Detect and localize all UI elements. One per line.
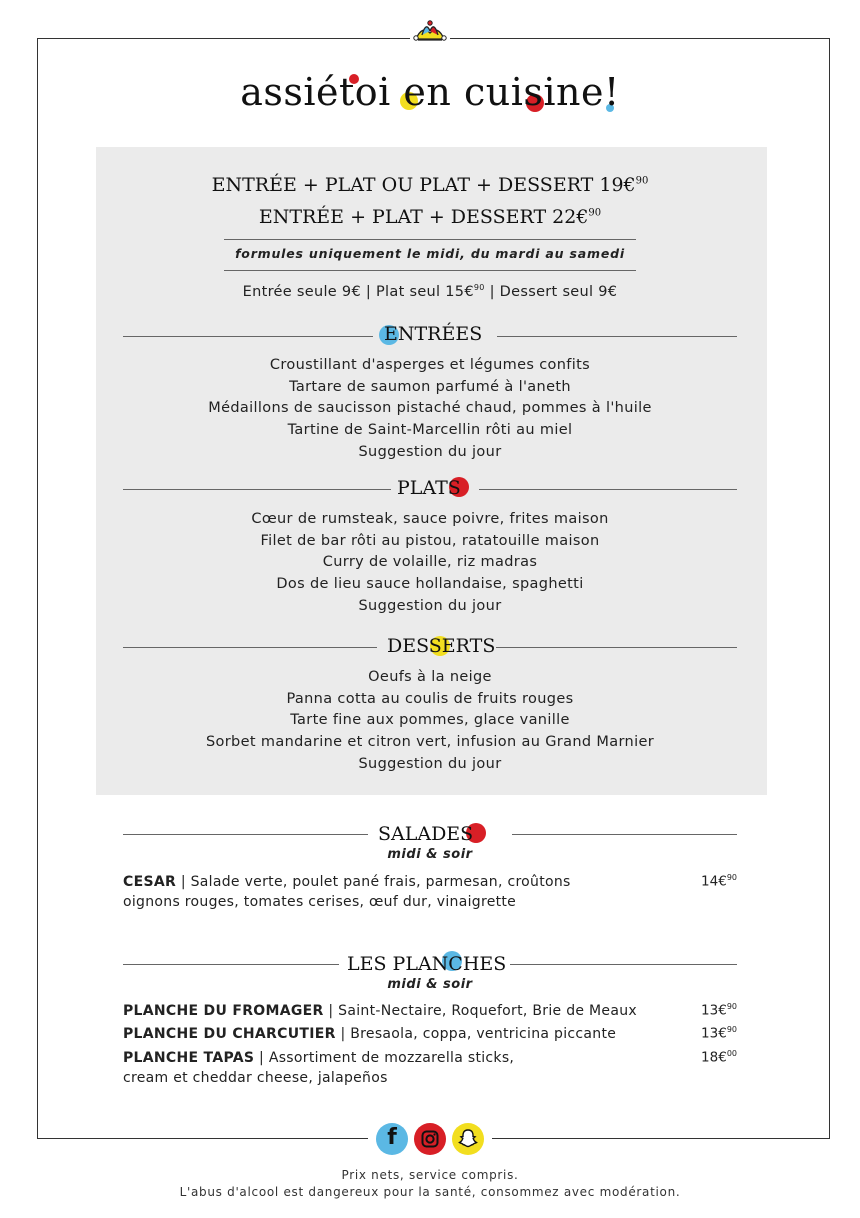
section-subtitle: midi & soir bbox=[387, 977, 473, 992]
jester-hat-icon bbox=[410, 17, 450, 43]
list-item: Curry de volaille, riz madras bbox=[322, 554, 538, 571]
footer-prices-note: Prix nets, service compris. bbox=[341, 1168, 519, 1182]
section-title-salades: SALADES bbox=[378, 823, 474, 845]
list-item: Panna cotta au coulis de fruits rouges bbox=[286, 690, 574, 707]
list-item: Oeufs à la neige bbox=[368, 669, 492, 685]
section-title-plats: PLATS bbox=[397, 477, 461, 499]
list-item: Cœur de rumsteak, sauce poivre, frites maison bbox=[251, 511, 609, 527]
price: 14€$^{90}$ bbox=[701, 873, 737, 890]
divider bbox=[123, 647, 377, 648]
divider bbox=[224, 239, 636, 240]
divider bbox=[512, 834, 737, 835]
menu-item-cesar: CESAR | Salade verte, poulet pané frais, parmesan, croûtons oignons rouges, tomates cerises, œuf dur, vinaigrette bbox=[123, 874, 571, 910]
divider bbox=[123, 489, 391, 490]
desserts-list bbox=[0, 667, 860, 776]
logo-text: assiétoi en cuisine! bbox=[240, 70, 620, 114]
list-item: Tartare de saumon parfumé à l'aneth bbox=[289, 378, 571, 395]
list-item: Sorbet mandarine et citron vert, infusion au Grand Marnier bbox=[205, 734, 655, 751]
list-item: Suggestion du jour bbox=[358, 597, 502, 614]
divider bbox=[510, 964, 737, 965]
divider bbox=[497, 336, 737, 337]
divider bbox=[123, 964, 339, 965]
restaurant-logo bbox=[0, 70, 860, 126]
formule-line-2: ENTRÉE + PLAT + DESSERT 22€$^{90}$ bbox=[258, 206, 602, 228]
list-item: Tarte fine aux pommes, glace vanille bbox=[290, 712, 570, 729]
section-title-entrees: ENTRÉES bbox=[384, 323, 483, 345]
formules-note: formules uniquement le midi, du mardi au samedi bbox=[235, 246, 625, 261]
list-item: Croustillant d'asperges et légumes confits bbox=[269, 357, 591, 373]
list-item: Médaillons de saucisson pistaché chaud, pommes à l'huile bbox=[208, 400, 652, 417]
divider bbox=[123, 336, 373, 337]
list-item: Filet de bar rôti au pistou, ratatouille maison bbox=[260, 532, 600, 549]
menu-item-planche-fromager: PLANCHE DU FROMAGER | Saint-Nectaire, Roquefort, Brie de Meaux bbox=[123, 1003, 637, 1019]
section-subtitle: midi & soir bbox=[387, 847, 473, 862]
price: 13€$^{90}$ bbox=[701, 1025, 737, 1042]
price: 13€$^{90}$ bbox=[701, 1002, 737, 1019]
plats-list bbox=[0, 509, 860, 618]
list-item: Dos de lieu sauce hollandaise, spaghetti bbox=[276, 576, 584, 593]
divider bbox=[496, 647, 737, 648]
section-title-planches: LES PLANCHES bbox=[347, 953, 507, 975]
instagram-icon[interactable] bbox=[414, 1123, 446, 1155]
divider bbox=[479, 489, 737, 490]
single-prices: Entrée seule 9€ | Plat seul 15€$^{90}$ | Dessert seul 9€ bbox=[242, 283, 618, 300]
footer-alcohol-warning: L'abus d'alcool est dangereux pour la santé, consommez avec modération. bbox=[179, 1185, 681, 1199]
snapchat-icon[interactable] bbox=[452, 1123, 484, 1155]
list-item: Tartine de Saint-Marcellin rôti au miel bbox=[287, 422, 573, 439]
list-item: Suggestion du jour bbox=[358, 755, 502, 772]
menu-item-planche-charcutier: PLANCHE DU CHARCUTIER | Bresaola, coppa, ventricina piccante bbox=[123, 1026, 617, 1042]
divider bbox=[123, 834, 368, 835]
formule-line-1: ENTRÉE + PLAT OU PLAT + DESSERT 19€$^{90}$ bbox=[211, 174, 649, 196]
price: 18€$^{00}$ bbox=[701, 1049, 737, 1066]
menu-item-planche-tapas: PLANCHE TAPAS | Assortiment de mozzarella sticks, cream et cheddar cheese, jalapeños bbox=[123, 1050, 515, 1086]
section-title-desserts: DESSERTS bbox=[387, 635, 496, 657]
divider bbox=[224, 270, 636, 271]
entrees-list bbox=[0, 355, 860, 464]
list-item: Suggestion du jour bbox=[358, 443, 502, 460]
facebook-icon[interactable]: f bbox=[376, 1123, 408, 1155]
